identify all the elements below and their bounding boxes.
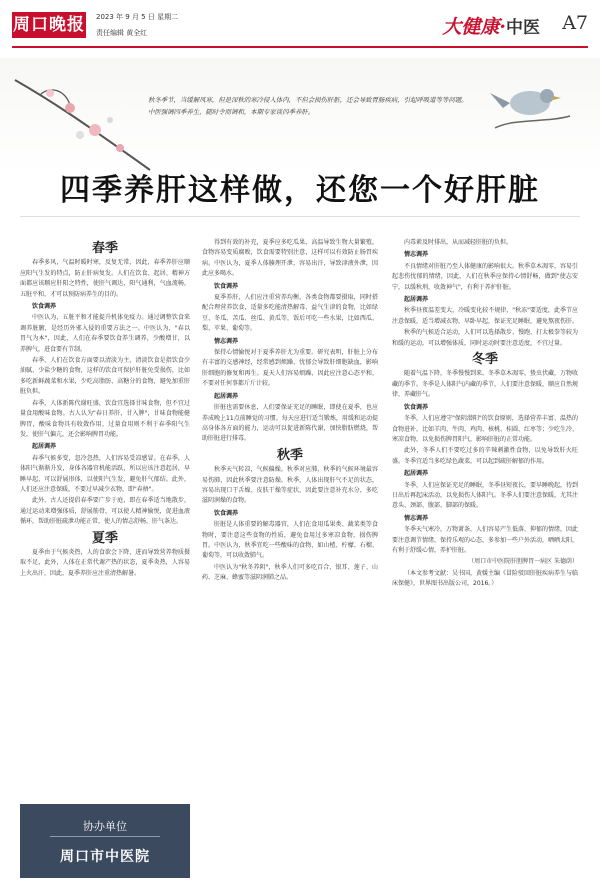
- subheading-diet: 饮食调养: [214, 509, 239, 517]
- paragraph: 不良情绪对肝脏乃至人体健康的影响很大。秋季草木凋零，容易引起悲伤忧郁的情绪，因此，人们在秋季应保持心情舒畅，做到"使志安宁，以缓秋刑，收敛神气"，有利于养护肝脏。: [392, 262, 579, 291]
- column-3: [392, 238, 578, 591]
- paragraph: 夏季由于气候炎热，人的食欲会下降，进而导致营养物质摄取不足，此外，人体在正常代谢产热的状态，夏季炎热，人容易上火出汗，因此，夏季养肝应注重清热解暑。: [20, 548, 190, 577]
- page-number: A7: [562, 12, 588, 34]
- paragraph: 肝脏是人体重要的解毒器官，人们在食用瓜果类、蔬菜类等食物时，要注意这些食物的性质，避免食用过多寒凉食物，损伤脾胃。中医认为，秋季宜吃一些酸味的食物，如山楂、柠檬、石榴、葡萄等，可以收敛肺气。: [202, 521, 378, 560]
- lead-paragraph: 秋冬季节，当缓解风寒，但是深秋的寒冷侵入体内，不但会损伤肝脏，还会导致胃肠疾病，引起呼吸道等等问题。中医强调四季养生，随时令而调和，本期专家谈四季养肝。: [148, 96, 468, 116]
- paragraph: 春季，人体新陈代谢旺盛，饮食宜选择甘味食物，但不宜过量食用酸味食物。古人认为"春日养肝，甘入脾"，甘味食物能健脾胃，酸味食物具有收敛作用，过量食用则不利于春季阳气生发，使肝气偏亢，还会影响脾胃功能。: [20, 399, 190, 438]
- paragraph: 冬季，人们应保证充足的睡眠，冬季昼短夜长，要早睡晚起，待到日出后再起床活动，以免损伤人体阳气。冬季人们要注意保暖，尤其注意头、颈部、腹部、脚部的保暖。: [392, 481, 579, 510]
- season-heading-summer: 夏季: [91, 530, 118, 546]
- subheading-emotion: 情志调养: [404, 514, 429, 522]
- sponsor-box: [20, 804, 190, 878]
- reference-note: （本文参考文献：吴书国，黄媛主编《冒险驳回肝脏疾病养生与临床保健》，世界图书出版公司，2016。）: [392, 569, 579, 588]
- sponsor-label: 协办单位: [83, 820, 127, 833]
- paragraph: 随着气温下降，冬季慢慢到来。冬季草木凋零，蛰虫伏藏，万物收藏的季节。冬季是人体阳气内藏的季节，人们要注意保暖，顺应自然规律，养藏肝气。: [392, 370, 579, 399]
- season-heading-spring: 春季: [91, 241, 118, 256]
- article-headline: 四季养肝这样做，还您一个好肝脏: [60, 173, 540, 208]
- paragraph: 中医认为"秋冬养阴"，秋季人们可多吃百合、银耳、莲子、山药、芝麻、蜂蜜等滋阴润肺之品。: [202, 563, 378, 582]
- paragraph: 秋季的气候适合运动，人们可以选择散步、慢跑、打太极拳等较为和缓的运动，可以增强体质，同时运动时要注意适度，不宜过量。: [392, 329, 579, 347]
- masthead: [0, 0, 600, 54]
- paragraph: 保持心情愉悦对于夏季养肝尤为重要。研究表明，肝脏上分布有丰富的交感神经，经常感到烦躁、忧郁会导致肝细胞缺血，影响肝细胞的修复和再生。夏天人们容易烦躁，因此应注意心态平和，不要对任何事都斤斤计较。: [202, 349, 378, 388]
- headline-divider: [20, 216, 580, 217]
- subheading-diet: 饮食调养: [214, 282, 239, 290]
- sponsor-name: 周口市中医院: [60, 849, 150, 865]
- paragraph: 秋季昼夜温差变大，冷暖变化较不规律，"秋冻"要适度，此季节应注意保暖，适当增减衣物，早卧早起，保证充足睡眠，避免熬夜伤肝。: [392, 307, 579, 325]
- subheading-emotion: 情志调养: [404, 251, 429, 259]
- subheading-emotion: 情志调养: [214, 337, 239, 345]
- subheading-lifestyle: 起居调养: [404, 470, 429, 478]
- issue-date: 2023 年 9 月 5 日 星期二: [96, 13, 179, 21]
- subheading-diet: 饮食调养: [32, 303, 57, 311]
- column-1: [20, 238, 190, 580]
- author-credit: （周口市中医院肝胆脾胃一病区 朱德荫）: [468, 558, 578, 566]
- branch-illustration-icon: [10, 60, 160, 180]
- subheading-lifestyle: 起居调养: [32, 443, 57, 451]
- paragraph: 夏季养肝，人们应注重营养均衡，各类食物都要摄取，同时搭配合理营养饮食，适量多吃能清热解毒、益气生津的食物，比如绿豆、冬瓜、苦瓜、丝瓜、黄瓜等，饭后可吃一些水果，比如西瓜、梨、苹果、葡萄等。: [202, 294, 378, 333]
- subheading-diet: 饮食调养: [404, 403, 429, 411]
- paragraph: 春季多风，气温时暖时寒，反复无常，因此，春季养肝应顺应阳气生发的特点，防止肝病复发。人们在饮食、起居、精神方面都应该顺应肝阳之特性，使肝气调达，阳气通利，气血流畅，五脏平和，才可以预防病养生的目的。: [20, 259, 190, 298]
- paragraph: 得到有效的补充，夏季应多吃瓜果，高温导致生物大量繁殖，食物容易变质腐败，饮食需要特别注意，这样可以有效防止肠胃疾病。中医认为，夏季人体腠理开泄，容易出汗，导致津液外泄，因此应多喝水。: [202, 239, 378, 278]
- season-heading-autumn: 秋季: [276, 447, 303, 463]
- subheading-lifestyle: 起居调养: [404, 296, 429, 304]
- paragraph: 此外，冬季人们不要吃过多的辛辣刺激性食物，以免导致肝火旺盛。冬季宜适当多吃绿色蔬菜，可以起到疏肝解郁的作用。: [392, 447, 578, 465]
- masthead-rule: [12, 46, 588, 48]
- paragraph: 秋季天气转凉，气候偏燥。秋季对应肺，秋季的气候环境最容易伤肺，因此秋季要注意防燥。秋季，人体出现肝气不足的状态，容易出现口干舌燥、皮肤干燥等症状，因此要注意补充水分，多吃滋阴润燥的食物。: [202, 466, 378, 505]
- paragraph: 冬季，人们应遵守"保阴潜阳"的饮食原则，选择营养丰富、温热的食物进补，比如羊肉、牛肉、鸡肉、核桃、桂圆、红枣等；少吃生冷、寒凉食物，以免损伤脾胃阳气，影响肝脏的正常功能。: [392, 415, 579, 443]
- season-heading-winter: 冬季: [471, 352, 498, 368]
- newspaper-logo: 周口晚报: [12, 12, 86, 38]
- editor-credit: 责任编辑 黄全红: [96, 29, 148, 37]
- paragraph: 冬季天气寒冷，万物萧条，人们容易产生低落、抑郁的情绪，因此要注意调节情绪，保持乐观的心态，多参加一些户外活动，晒晒太阳，有利于舒缓心情，养护肝脏。: [392, 526, 579, 554]
- paragraph: 春季，人们在饮食方面要以清淡为主，清淡饮食是指饮食少油腻、少盐少糖的食物，这样的饮食可保护肝脏免受损伤，比如多吃新鲜蔬菜和水果，少吃高脂肪、高糖分的食物，避免加重肝脏负担。: [20, 357, 190, 396]
- paragraph: 内毒素及时排出，从而减轻肝脏的负担。: [404, 239, 513, 246]
- sponsor-divider: [50, 836, 160, 837]
- paragraph: 中医认为，五脏平和才能提升机体免疫力。通过调整饮食来调养脏腑，是经历外邪入侵的重要方法之一。中医认为，"春以胃气为本"，因此，人们在春季要饮食养生调养，少酸增甘，以养脾气，进食要有节制。: [20, 314, 190, 353]
- paragraph: 此外，古人还提倡春季要广步于庭，即在春季适当地散步，通过运动来增强体质，舒展筋骨，可以使人精神愉悦，促进血液循环，帮助肝脏疏泄功能正常，使人的情志舒畅，肝气条达。: [20, 497, 190, 526]
- column-2: [202, 238, 378, 585]
- bird-illustration-icon: [485, 68, 575, 138]
- section-title: 大健康·中医: [442, 16, 540, 38]
- section-subtitle: 中医: [506, 18, 540, 38]
- paragraph: 肝脏也需要休息，人们要保证充足的睡眠，即使在夏季，也应养成晚上11点前睡觉的习惯。每天应进行适当锻炼，用缓和运动提高身体各方面的能力，运动可以促进新陈代谢，加快脂肪燃烧，帮助肝脏进行排毒。: [202, 404, 378, 443]
- paragraph: 春季气候多变，忽冷忽热，人们容易受凉感冒。在春季，人体阳气渐渐升发，身体各器官机能活跃，所以应该注意起居，早睡早起，可以舒展形体，以使阳气生发，避免肝气郁结。此外，人们还应注意保暖，不要过早减少衣物，即"春捂"。: [20, 454, 190, 493]
- subheading-lifestyle: 起居调养: [214, 392, 239, 400]
